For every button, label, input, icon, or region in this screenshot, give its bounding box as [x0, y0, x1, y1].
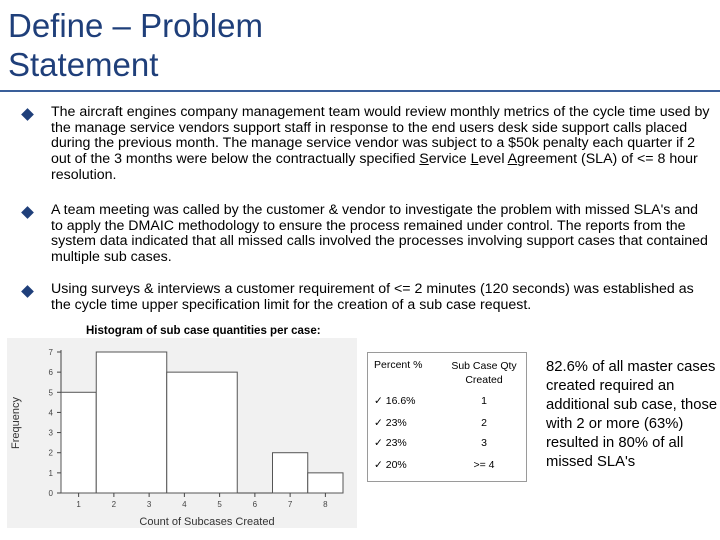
percent-table	[367, 352, 527, 482]
table-row: ✓ 23%	[374, 437, 407, 449]
x-tick-label: 2	[111, 500, 117, 509]
histogram-panel	[7, 338, 357, 528]
y-tick-label: 5	[48, 388, 53, 398]
y-tick-label: 7	[48, 348, 53, 357]
table-row: ✓ 16.6%	[374, 395, 416, 407]
table-header-percent: Percent %	[374, 359, 423, 371]
check-icon: ✓	[374, 459, 383, 471]
check-icon: ✓	[374, 437, 383, 449]
x-tick-label: 3	[146, 500, 152, 509]
diamond-bullet-icon	[21, 206, 34, 219]
y-tick-label: 6	[48, 368, 53, 378]
histogram-bar	[96, 352, 167, 493]
table-row: ✓ 20%	[374, 459, 407, 471]
check-icon: ✓	[374, 417, 383, 429]
table-row: ✓ 23%	[374, 417, 407, 429]
table-cell-qty: >= 4	[473, 459, 495, 471]
slide-title	[8, 6, 408, 84]
bullet-3: Using surveys & interviews a customer requirement of <= 2 minutes (120 seconds) was established as the cycle time upper specification limit for the creation of a sub case request.	[51, 281, 694, 313]
x-tick-label: 4	[182, 500, 187, 509]
x-tick-label: 7	[287, 500, 293, 509]
table-cell-qty: 3	[481, 437, 487, 449]
histogram-bar	[273, 453, 308, 493]
histogram-bar	[308, 473, 343, 493]
title-divider	[0, 90, 720, 92]
x-tick-label: 5	[217, 500, 222, 509]
y-axis-label: Frequency	[10, 397, 22, 449]
y-tick-label: 4	[48, 408, 53, 418]
histogram-chart	[7, 338, 357, 528]
x-tick-label: 6	[252, 500, 258, 509]
title-line-2: Statement	[8, 46, 159, 83]
diamond-bullet-icon	[21, 108, 34, 121]
table-cell-qty: 1	[481, 395, 487, 407]
histogram-bar	[61, 392, 96, 493]
bullet-2: A team meeting was called by the customer & vendor to investigate the problem with missed SLA's and to apply the DMAIC methodology to ensure the process remained under control. The reports from the system data indicated that all missed calls involved the processes involving support cases that contained multiple sub cases.	[51, 202, 708, 266]
x-axis-label: Count of Subcases Created	[139, 516, 275, 528]
check-icon: ✓	[374, 395, 383, 407]
x-tick-label: 8	[323, 500, 328, 509]
y-tick-label: 1	[48, 468, 53, 478]
histogram-bar	[167, 372, 238, 493]
y-tick-label: 0	[48, 489, 53, 498]
y-tick-label: 2	[48, 448, 53, 458]
table-header-qty: Sub Case Qty Created	[451, 360, 517, 386]
histogram-caption: Histogram of sub case quantities per case:	[86, 325, 321, 337]
x-tick-label: 1	[76, 500, 81, 509]
diamond-bullet-icon	[21, 285, 34, 298]
table-cell-qty: 2	[481, 417, 487, 429]
bullet-1: The aircraft engines company management team would review monthly metrics of the cycle time used by the manage service vendors support staff in response to the end users desk side support calls placed during the previous month. The manage service vendor was subject to a $50k penalty each quarter if 2 out of the 3 months were below the contractually specified Service Level Agreement (SLA) of <= 8 hour resolution.	[51, 104, 710, 183]
summary-text: 82.6% of all master cases created required an additional sub case, those with 2 or more (63%) resulted in 80% of all missed SLA's	[546, 359, 718, 470]
y-tick-label: 3	[48, 428, 53, 438]
title-line-1: Define – Problem	[8, 7, 263, 44]
